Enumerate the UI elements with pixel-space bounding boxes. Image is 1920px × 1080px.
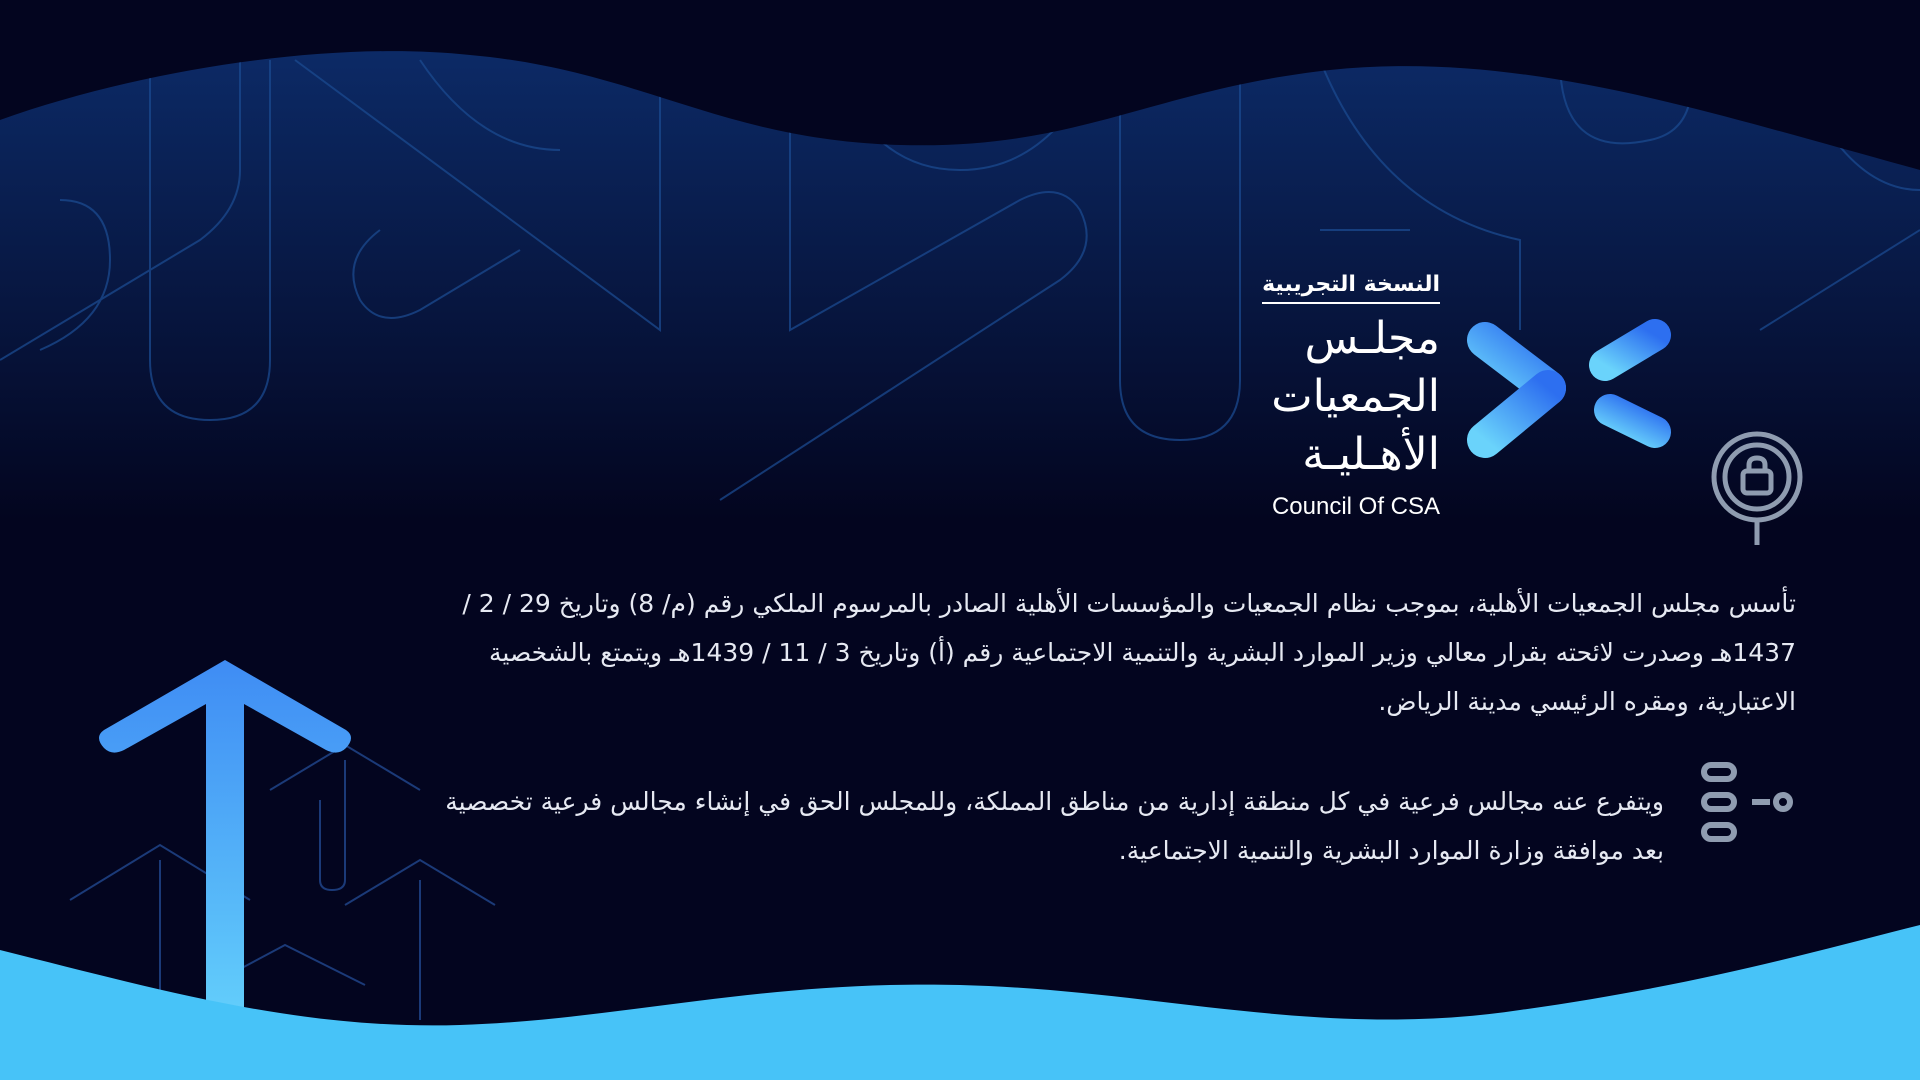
about-paragraph-1: تأسس مجلس الجمعيات الأهلية، بموجب نظام الجمعيات والمؤسسات الأهلية الصادر بالمرسوم الملكي رقم (م/ 8) وتاريخ 29 / 2 / 1437هـ وصدرت لائحته بقرار معالي وزير الموارد البشرية والتنمية الاجتماعية رقم (أ) وتاريخ 3 / 11 / 1439هـ ويتمتع بالشخصية الاعتبارية، ومقره الرئيسي مدينة الرياض. — [462, 589, 1796, 716]
logo-name-line-3: الأهـليـة — [1302, 429, 1440, 480]
trial-version-label: النسخة التجريبية — [1262, 270, 1440, 304]
branch-network-icon — [1704, 765, 1790, 839]
top-wave — [0, 51, 1920, 520]
bottom-wave — [0, 925, 1920, 1080]
about-paragraph-2: ويتفرع عنه مجالس فرعية في كل منطقة إدارية من مناطق المملكة، وللمجلس الحق في إنشاء مجالس فرعية تخصصية بعد موافقة وزارة الموارد البشرية والتنمية الاجتماعية. — [445, 787, 1664, 865]
logo-text-block — [1200, 270, 1440, 524]
up-arrows-icon — [99, 660, 351, 1010]
logo-name-line-2: الجمعيات — [1271, 371, 1440, 422]
logo-english-name: Council Of CSA — [1271, 493, 1440, 520]
logo-name-line-1: مجلـس — [1304, 313, 1440, 364]
